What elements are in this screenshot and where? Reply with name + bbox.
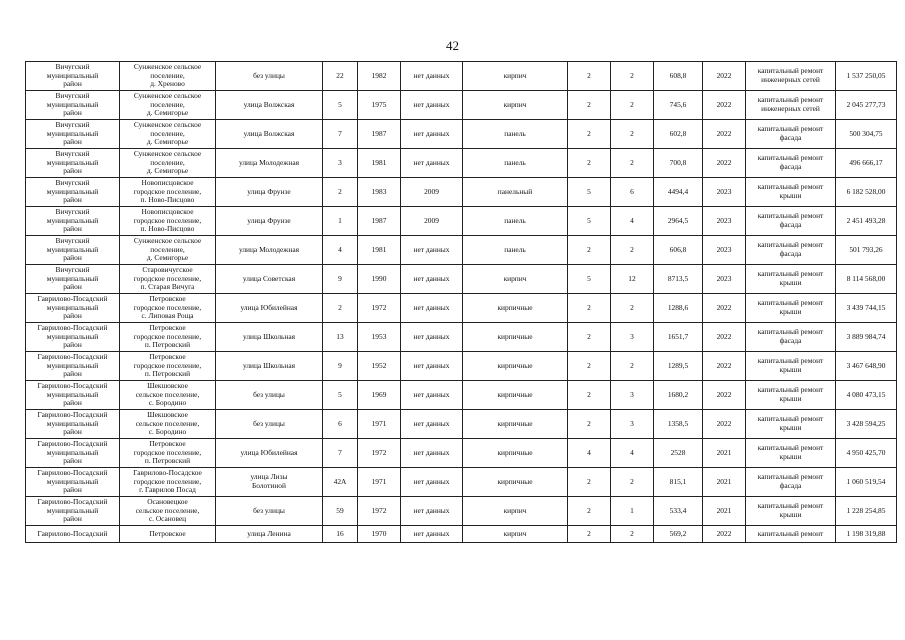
area-cell: 608,8: [654, 62, 703, 91]
settlement-cell: Осановецкое сельское поселение, с. Осановец: [120, 497, 216, 526]
table-row: [26, 91, 897, 120]
settlement-cell: Шекшовское сельское поселение, с. Бородино: [120, 410, 216, 439]
table-row: [26, 497, 897, 526]
area-cell: 602,8: [654, 120, 703, 149]
wall-material-cell: панель: [463, 120, 568, 149]
plan-year-cell: 2022: [703, 62, 746, 91]
renovation-year-cell: нет данных: [401, 439, 463, 468]
table-row: [26, 149, 897, 178]
plan-year-cell: 2021: [703, 497, 746, 526]
renovation-year-cell: нет данных: [401, 381, 463, 410]
settlement-cell: Петровское городское поселение, п. Петровский: [120, 352, 216, 381]
build-year-cell: 1972: [358, 439, 401, 468]
street-cell: без улицы: [216, 410, 323, 439]
house-number-cell: 7: [323, 439, 358, 468]
house-number-cell: 5: [323, 91, 358, 120]
plan-year-cell: 2022: [703, 294, 746, 323]
entrances-cell: 2: [611, 294, 654, 323]
table-row: [26, 207, 897, 236]
area-cell: 1680,2: [654, 381, 703, 410]
work-type-cell: капитальный ремонт фасада: [746, 323, 836, 352]
street-cell: улица Волжская: [216, 91, 323, 120]
work-type-cell: капитальный ремонт крыши: [746, 381, 836, 410]
wall-material-cell: кирпичные: [463, 294, 568, 323]
area-cell: 2528: [654, 439, 703, 468]
cost-cell: 1 198 319,88: [836, 526, 897, 543]
renovation-year-cell: нет данных: [401, 236, 463, 265]
work-type-cell: капитальный ремонт крыши: [746, 265, 836, 294]
work-type-cell: капитальный ремонт инженерных сетей: [746, 91, 836, 120]
floors-cell: 2: [568, 149, 611, 178]
district-cell: Гаврилово-Посадский муниципальный район: [26, 352, 120, 381]
plan-year-cell: 2022: [703, 526, 746, 543]
plan-year-cell: 2022: [703, 381, 746, 410]
district-cell: Гаврилово-Посадский муниципальный район: [26, 497, 120, 526]
district-cell: Гаврилово-Посадский муниципальный район: [26, 468, 120, 497]
table-row: [26, 236, 897, 265]
entrances-cell: 4: [611, 439, 654, 468]
renovation-year-cell: нет данных: [401, 265, 463, 294]
cost-cell: 8 114 568,00: [836, 265, 897, 294]
district-cell: Гаврилово-Посадский муниципальный район: [26, 439, 120, 468]
build-year-cell: 1972: [358, 294, 401, 323]
district-cell: Вичугский муниципальный район: [26, 207, 120, 236]
floors-cell: 4: [568, 439, 611, 468]
area-cell: 1288,6: [654, 294, 703, 323]
table-row: [26, 352, 897, 381]
build-year-cell: 1971: [358, 410, 401, 439]
cost-cell: 3 889 984,74: [836, 323, 897, 352]
street-cell: улица Молодежная: [216, 149, 323, 178]
wall-material-cell: панель: [463, 149, 568, 178]
street-cell: улица Юбилейная: [216, 294, 323, 323]
renovation-year-cell: нет данных: [401, 91, 463, 120]
district-cell: Гаврилово-Посадский муниципальный район: [26, 381, 120, 410]
renovation-year-cell: 2009: [401, 178, 463, 207]
build-year-cell: 1990: [358, 265, 401, 294]
entrances-cell: 4: [611, 207, 654, 236]
table-row: [26, 294, 897, 323]
table-row: [26, 323, 897, 352]
wall-material-cell: кирпич: [463, 526, 568, 543]
floors-cell: 2: [568, 352, 611, 381]
area-cell: 1289,5: [654, 352, 703, 381]
house-number-cell: 42А: [323, 468, 358, 497]
street-cell: улица Юбилейная: [216, 439, 323, 468]
table-row: [26, 468, 897, 497]
plan-year-cell: 2022: [703, 149, 746, 178]
build-year-cell: 1952: [358, 352, 401, 381]
street-cell: улица Советская: [216, 265, 323, 294]
entrances-cell: 2: [611, 91, 654, 120]
housing-repair-table: [25, 61, 897, 543]
plan-year-cell: 2022: [703, 323, 746, 352]
floors-cell: 2: [568, 526, 611, 543]
table-body: [26, 62, 897, 543]
street-cell: улица Фрунзе: [216, 207, 323, 236]
house-number-cell: 4: [323, 236, 358, 265]
entrances-cell: 3: [611, 323, 654, 352]
wall-material-cell: кирпич: [463, 497, 568, 526]
floors-cell: 2: [568, 381, 611, 410]
house-number-cell: 9: [323, 352, 358, 381]
build-year-cell: 1972: [358, 497, 401, 526]
build-year-cell: 1981: [358, 149, 401, 178]
table-row: [26, 526, 897, 543]
build-year-cell: 1987: [358, 207, 401, 236]
house-number-cell: 1: [323, 207, 358, 236]
entrances-cell: 2: [611, 526, 654, 543]
area-cell: 1358,5: [654, 410, 703, 439]
house-number-cell: 59: [323, 497, 358, 526]
plan-year-cell: 2023: [703, 178, 746, 207]
floors-cell: 2: [568, 120, 611, 149]
floors-cell: 2: [568, 236, 611, 265]
plan-year-cell: 2023: [703, 265, 746, 294]
district-cell: Вичугский муниципальный район: [26, 236, 120, 265]
build-year-cell: 1983: [358, 178, 401, 207]
plan-year-cell: 2021: [703, 439, 746, 468]
district-cell: Вичугский муниципальный район: [26, 120, 120, 149]
work-type-cell: капитальный ремонт фасада: [746, 120, 836, 149]
area-cell: 815,1: [654, 468, 703, 497]
work-type-cell: капитальный ремонт крыши: [746, 352, 836, 381]
floors-cell: 2: [568, 410, 611, 439]
table-row: [26, 439, 897, 468]
street-cell: улица Лизы Болотиной: [216, 468, 323, 497]
street-cell: улица Молодежная: [216, 236, 323, 265]
area-cell: 606,8: [654, 236, 703, 265]
table-row: [26, 410, 897, 439]
entrances-cell: 1: [611, 497, 654, 526]
floors-cell: 5: [568, 265, 611, 294]
cost-cell: 496 666,17: [836, 149, 897, 178]
district-cell: Гаврилово-Посадский муниципальный район: [26, 294, 120, 323]
table-row: [26, 381, 897, 410]
wall-material-cell: кирпичные: [463, 323, 568, 352]
renovation-year-cell: нет данных: [401, 149, 463, 178]
district-cell: Гаврилово-Посадский муниципальный район: [26, 410, 120, 439]
floors-cell: 5: [568, 178, 611, 207]
plan-year-cell: 2023: [703, 236, 746, 265]
settlement-cell: Сунженское сельское поселение, д. Семигорье: [120, 120, 216, 149]
floors-cell: 2: [568, 91, 611, 120]
entrances-cell: 2: [611, 62, 654, 91]
settlement-cell: Сунженское сельское поселение, д. Семигорье: [120, 91, 216, 120]
build-year-cell: 1969: [358, 381, 401, 410]
work-type-cell: капитальный ремонт: [746, 526, 836, 543]
work-type-cell: капитальный ремонт фасада: [746, 468, 836, 497]
plan-year-cell: 2022: [703, 91, 746, 120]
entrances-cell: 2: [611, 352, 654, 381]
plan-year-cell: 2022: [703, 410, 746, 439]
settlement-cell: Петровское городское поселение, с. Липовая Роща: [120, 294, 216, 323]
entrances-cell: 2: [611, 120, 654, 149]
renovation-year-cell: нет данных: [401, 497, 463, 526]
street-cell: без улицы: [216, 62, 323, 91]
wall-material-cell: кирпич: [463, 62, 568, 91]
renovation-year-cell: нет данных: [401, 468, 463, 497]
build-year-cell: 1981: [358, 236, 401, 265]
district-cell: Вичугский муниципальный район: [26, 265, 120, 294]
settlement-cell: Гаврилово-Посадское городское поселение, г. Гаврилов Посад: [120, 468, 216, 497]
work-type-cell: капитальный ремонт крыши: [746, 294, 836, 323]
build-year-cell: 1970: [358, 526, 401, 543]
renovation-year-cell: нет данных: [401, 352, 463, 381]
cost-cell: 6 182 528,00: [836, 178, 897, 207]
cost-cell: 1 060 519,54: [836, 468, 897, 497]
cost-cell: 501 793,26: [836, 236, 897, 265]
build-year-cell: 1971: [358, 468, 401, 497]
district-cell: Вичугский муниципальный район: [26, 91, 120, 120]
area-cell: 533,4: [654, 497, 703, 526]
build-year-cell: 1982: [358, 62, 401, 91]
settlement-cell: Новописцовское городское поселение, п. Ново-Писцово: [120, 207, 216, 236]
house-number-cell: 2: [323, 294, 358, 323]
entrances-cell: 2: [611, 236, 654, 265]
wall-material-cell: панель: [463, 236, 568, 265]
wall-material-cell: панель: [463, 207, 568, 236]
wall-material-cell: кирпич: [463, 91, 568, 120]
entrances-cell: 12: [611, 265, 654, 294]
table-row: [26, 265, 897, 294]
page-number: 42: [446, 38, 459, 53]
street-cell: улица Школьная: [216, 323, 323, 352]
house-number-cell: 3: [323, 149, 358, 178]
settlement-cell: Сунженское сельское поселение, д. Семигорье: [120, 149, 216, 178]
district-cell: Гаврилово-Посадский: [26, 526, 120, 543]
table-row: [26, 120, 897, 149]
plan-year-cell: 2022: [703, 352, 746, 381]
entrances-cell: 6: [611, 178, 654, 207]
settlement-cell: Старовичугское городское поселение, п. Старая Вичуга: [120, 265, 216, 294]
entrances-cell: 3: [611, 410, 654, 439]
settlement-cell: Шекшовское сельское поселение, с. Бородино: [120, 381, 216, 410]
table-row: [26, 62, 897, 91]
renovation-year-cell: нет данных: [401, 526, 463, 543]
cost-cell: 500 304,75: [836, 120, 897, 149]
build-year-cell: 1987: [358, 120, 401, 149]
work-type-cell: капитальный ремонт фасада: [746, 236, 836, 265]
house-number-cell: 7: [323, 120, 358, 149]
house-number-cell: 6: [323, 410, 358, 439]
street-cell: улица Ленина: [216, 526, 323, 543]
cost-cell: 1 228 254,85: [836, 497, 897, 526]
floors-cell: 2: [568, 497, 611, 526]
district-cell: Вичугский муниципальный район: [26, 178, 120, 207]
settlement-cell: Новописцовское городское поселение, п. Ново-Писцово: [120, 178, 216, 207]
floors-cell: 2: [568, 468, 611, 497]
plan-year-cell: 2023: [703, 207, 746, 236]
wall-material-cell: кирпич: [463, 265, 568, 294]
area-cell: 4494,4: [654, 178, 703, 207]
area-cell: 700,8: [654, 149, 703, 178]
cost-cell: 2 045 277,73: [836, 91, 897, 120]
work-type-cell: капитальный ремонт крыши: [746, 410, 836, 439]
district-cell: Вичугский муниципальный район: [26, 149, 120, 178]
settlement-cell: Петровское городское поселение, п. Петровский: [120, 323, 216, 352]
district-cell: Гаврилово-Посадский муниципальный район: [26, 323, 120, 352]
wall-material-cell: панельный: [463, 178, 568, 207]
district-cell: Вичугский муниципальный район: [26, 62, 120, 91]
house-number-cell: 2: [323, 178, 358, 207]
entrances-cell: 3: [611, 381, 654, 410]
cost-cell: 3 428 594,25: [836, 410, 897, 439]
work-type-cell: капитальный ремонт крыши: [746, 497, 836, 526]
work-type-cell: капитальный ремонт инженерных сетей: [746, 62, 836, 91]
house-number-cell: 9: [323, 265, 358, 294]
settlement-cell: Сунженское сельское поселение, д. Хреново: [120, 62, 216, 91]
plan-year-cell: 2022: [703, 120, 746, 149]
area-cell: 2964,5: [654, 207, 703, 236]
house-number-cell: 13: [323, 323, 358, 352]
renovation-year-cell: нет данных: [401, 410, 463, 439]
wall-material-cell: кирпичные: [463, 381, 568, 410]
street-cell: улица Фрунзе: [216, 178, 323, 207]
settlement-cell: Петровское городское поселение, п. Петровский: [120, 439, 216, 468]
work-type-cell: капитальный ремонт крыши: [746, 178, 836, 207]
entrances-cell: 2: [611, 149, 654, 178]
renovation-year-cell: нет данных: [401, 323, 463, 352]
street-cell: без улицы: [216, 497, 323, 526]
cost-cell: 2 451 493,28: [836, 207, 897, 236]
floors-cell: 2: [568, 294, 611, 323]
area-cell: 569,2: [654, 526, 703, 543]
renovation-year-cell: нет данных: [401, 62, 463, 91]
entrances-cell: 2: [611, 468, 654, 497]
cost-cell: 4 080 473,15: [836, 381, 897, 410]
street-cell: улица Волжская: [216, 120, 323, 149]
work-type-cell: капитальный ремонт фасада: [746, 149, 836, 178]
house-number-cell: 22: [323, 62, 358, 91]
house-number-cell: 5: [323, 381, 358, 410]
floors-cell: 5: [568, 207, 611, 236]
work-type-cell: капитальный ремонт фасада: [746, 207, 836, 236]
wall-material-cell: кирпичные: [463, 410, 568, 439]
renovation-year-cell: 2009: [401, 207, 463, 236]
cost-cell: 4 950 425,70: [836, 439, 897, 468]
house-number-cell: 16: [323, 526, 358, 543]
area-cell: 1651,7: [654, 323, 703, 352]
floors-cell: 2: [568, 62, 611, 91]
street-cell: без улицы: [216, 381, 323, 410]
cost-cell: 3 467 648,90: [836, 352, 897, 381]
build-year-cell: 1975: [358, 91, 401, 120]
build-year-cell: 1953: [358, 323, 401, 352]
area-cell: 745,6: [654, 91, 703, 120]
settlement-cell: Сунженское сельское поселение, д. Семигорье: [120, 236, 216, 265]
floors-cell: 2: [568, 323, 611, 352]
wall-material-cell: кирпичные: [463, 439, 568, 468]
wall-material-cell: кирпичные: [463, 468, 568, 497]
plan-year-cell: 2021: [703, 468, 746, 497]
table-row: [26, 178, 897, 207]
street-cell: улица Школьная: [216, 352, 323, 381]
cost-cell: 3 439 744,15: [836, 294, 897, 323]
cost-cell: 1 537 250,05: [836, 62, 897, 91]
wall-material-cell: кирпичные: [463, 352, 568, 381]
area-cell: 8713,5: [654, 265, 703, 294]
work-type-cell: капитальный ремонт крыши: [746, 439, 836, 468]
renovation-year-cell: нет данных: [401, 120, 463, 149]
renovation-year-cell: нет данных: [401, 294, 463, 323]
settlement-cell: Петровское: [120, 526, 216, 543]
